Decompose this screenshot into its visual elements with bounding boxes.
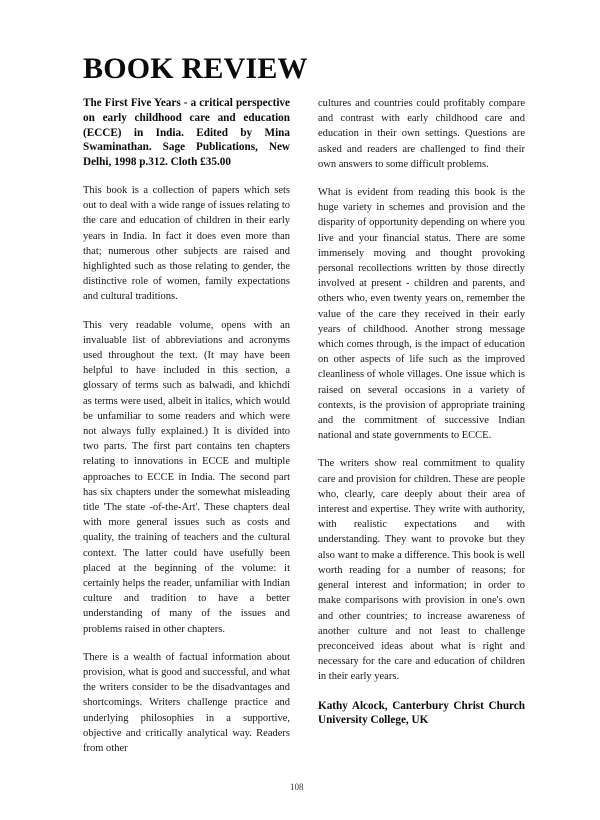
paragraph: This very readable volume, opens with an invaluable list of abbreviations and acronyms used throughout the text. (It may have been helpful to have included in this section, a glossary of terms such as balwadi, and khichdi as terms were used, albeit in italics, which would be unfamiliar to some readers and which were not always fully explained.) It is divided into two parts. The first part contains ten chapters relating to innovations in ECCE and multiple approaches to ECCE in India. The second part has six chapters under the somewhat misleading title 'The state -of-the-Art'. These chapters deal with more general issues such as costs and quality, the training of teachers and the cultural context. The latter could have usefully been placed at the beginning of the volume: it certainly helps the reader, unfamiliar with Indian culture and tradition to have a better understanding of many of the issues and problems raised in other chapters. (83, 319, 290, 635)
right-column (318, 96, 525, 739)
paragraph: There is a wealth of factual information about provision, what is good and successful, and what the writers consider to be the disadvantages and shortcomings. Writers challenge practice and underlying philosophies in a supportive, objective and critically analytical way. Readers from other (83, 651, 290, 755)
book-citation: The First Five Years - a critical perspective on early childhood care and education (ECCE) in India. Edited by Mina Swaminathan. Sage Publications, New Delhi, 1998 p.312. Cloth £35.00 (83, 97, 290, 169)
paragraph: The writers show real commitment to quality care and provision for children. These are people who, clearly, care deeply about their area of interest and expertise. They write with authority, with realistic expectations and with understanding. They want to provoke but they also want to make a difference. This book is well worth reading for a number of reasons; for general interest and information; in order to make comparisons with provision in one's own and other countries; to increase awareness of another culture and not least to challenge preconceived ideas about what is right and necessary for the care and education of children in their early years. (318, 458, 525, 683)
paragraph: cultures and countries could profitably compare and contrast with early childhood care and education in their own settings. Questions are asked and readers are challenged to find their own answers to some difficult problems. (318, 98, 525, 170)
page-title: BOOK REVIEW (83, 52, 308, 85)
page-number: 108 (290, 782, 304, 792)
left-column (83, 96, 290, 769)
reviewer-signature: Kathy Alcock, Canterbury Christ Church University College, UK (318, 699, 525, 727)
paragraph: What is evident from reading this book is the huge variety in schemes and provision and the disparity of opportunity depending on where you live and your financial status. There are some immensely moving and thought provoking personal recollections written by those directly involved at present - children and parents, and others who, even twenty years on, remember the value of the care they received in their early years of childhood. Another strong message which comes through, is the impact of education on other aspects of life such as the improved cleanliness of whole villages. One issue which is raised on several occasions in a variety of contexts, is the provision of appropriate training and the commitment of successive Indian national and state governments to ECCE. (318, 187, 525, 442)
paragraph: This book is a collection of papers which sets out to deal with a wide range of issues relating to the care and education of children in their early years in India. In fact it does even more than that; numerous other subjects are raised and highlighted such as those relating to gender, the distinctive role of women, family expectations and cultural traditions. (83, 184, 290, 303)
